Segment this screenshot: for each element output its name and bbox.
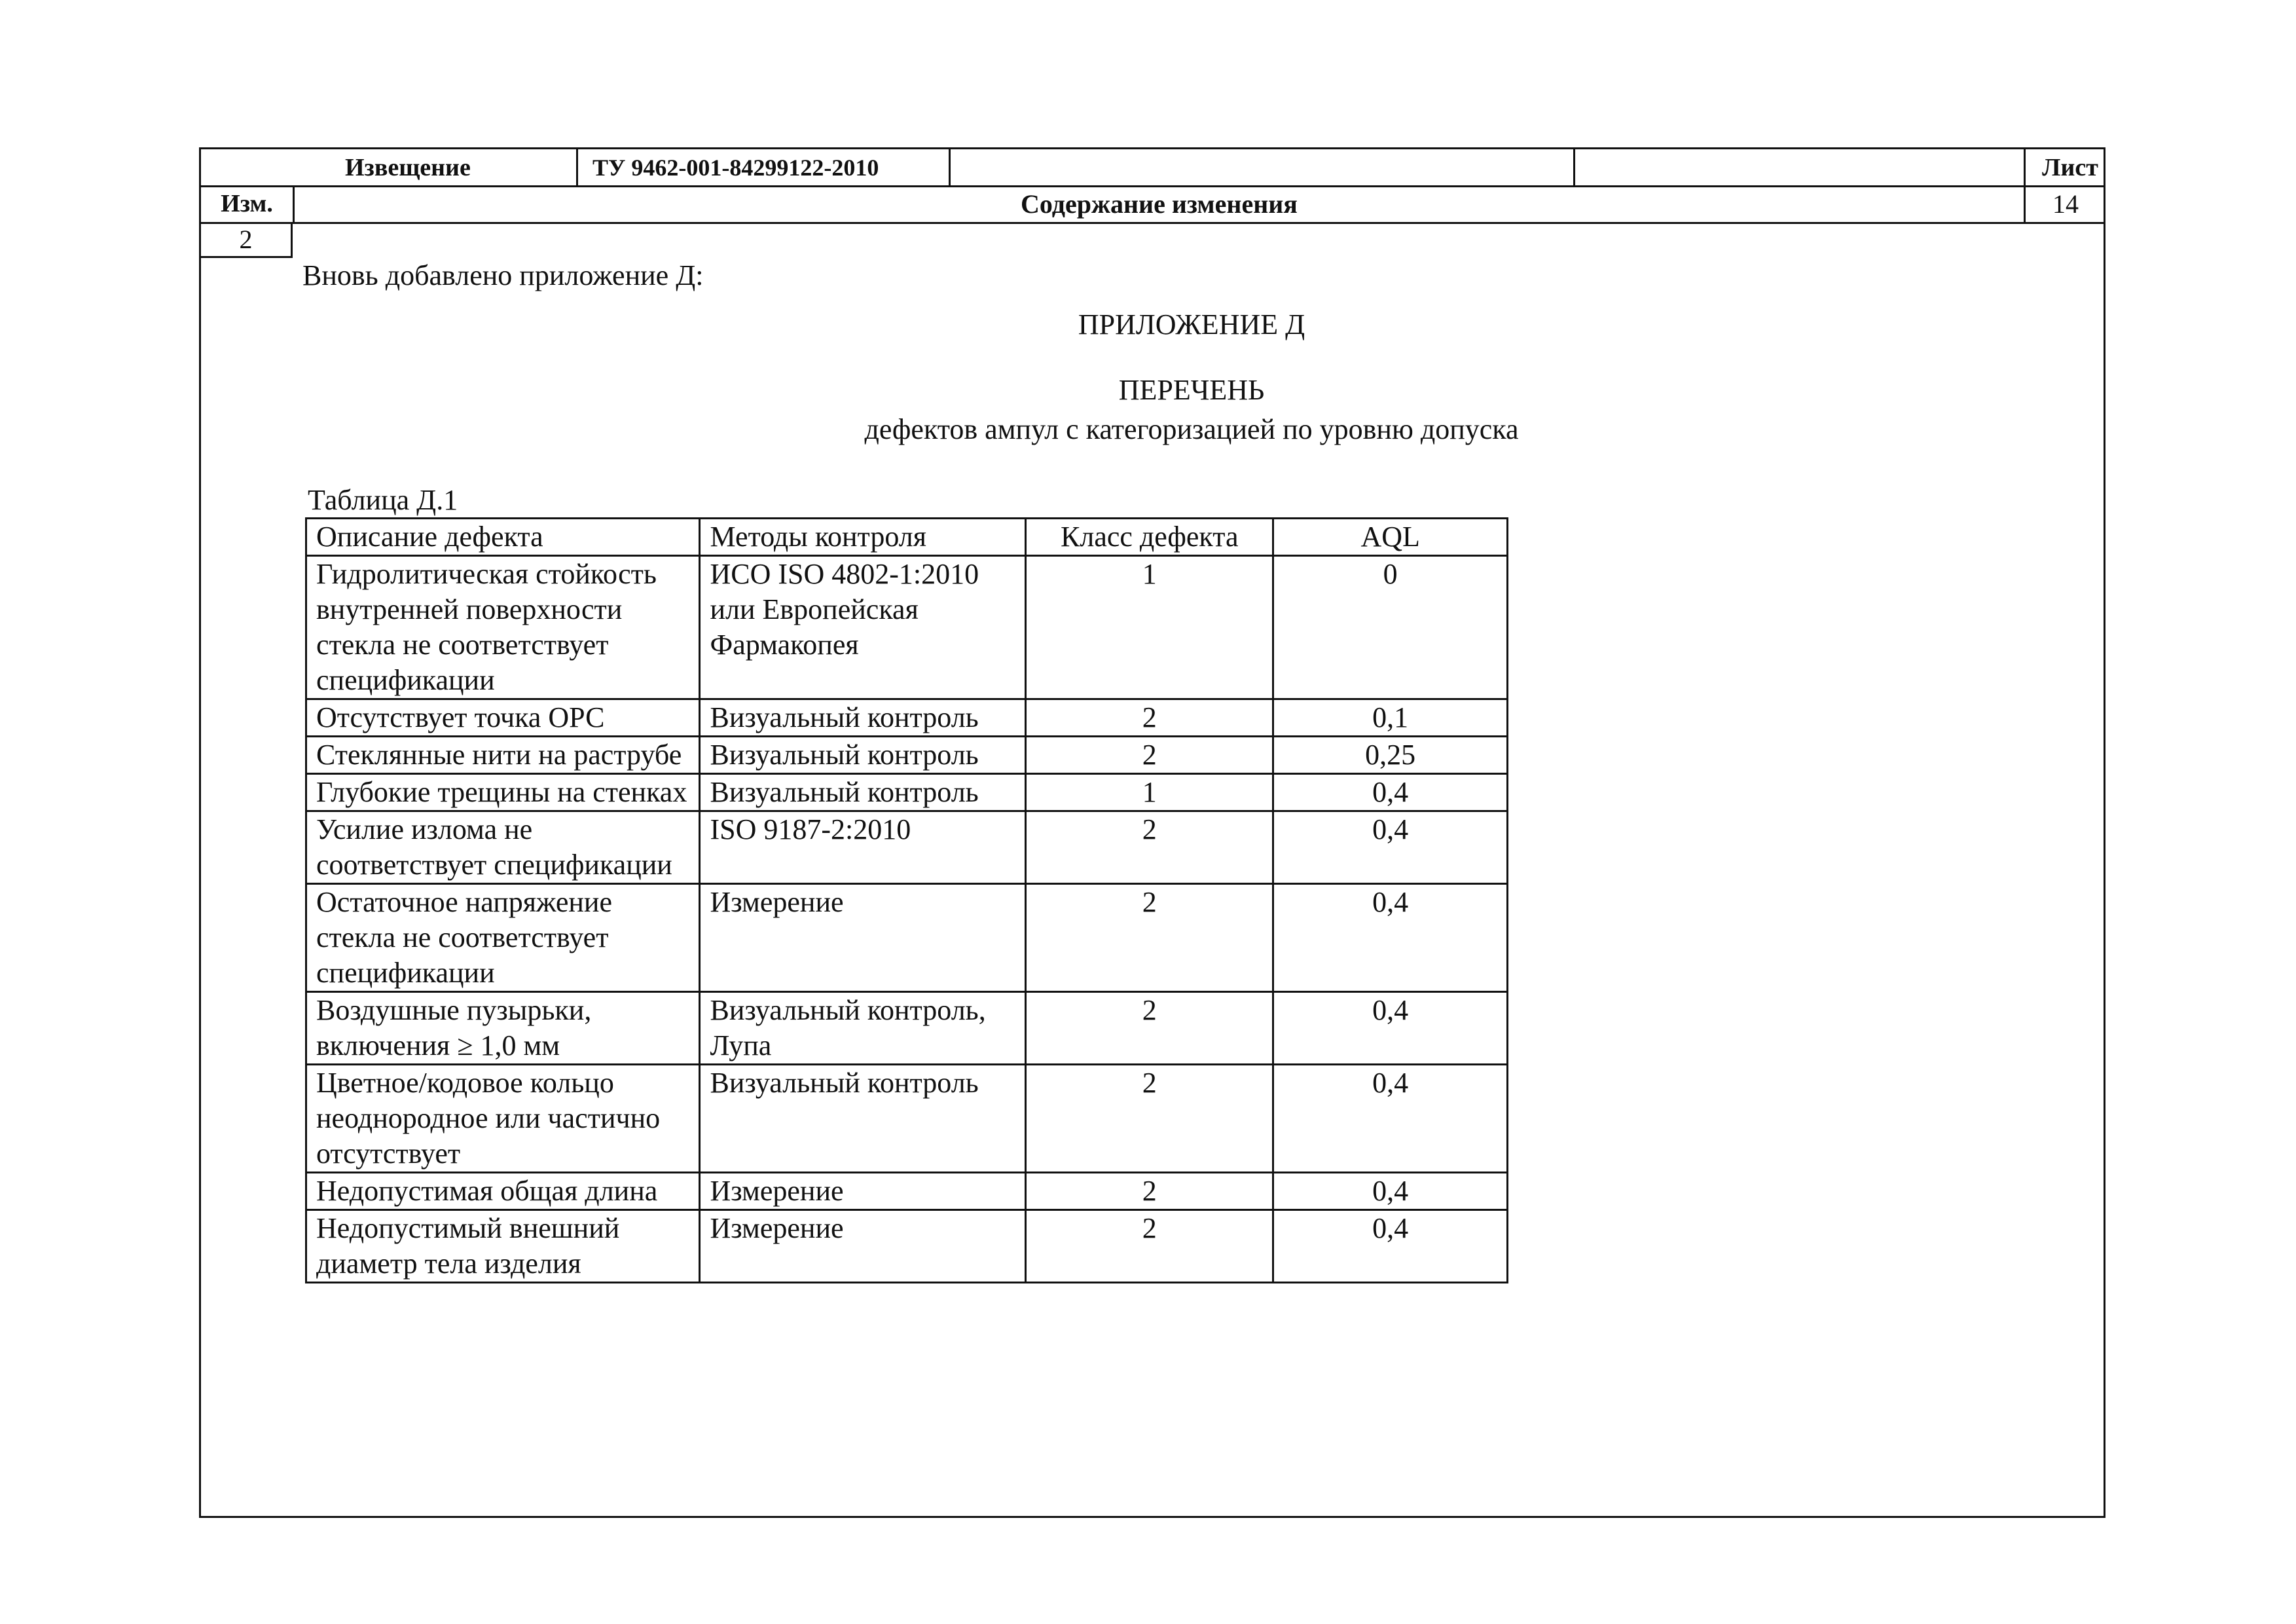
control-method: Измерение [700,1173,1026,1210]
defect-description: Отсутствует точка ОРС [306,699,700,737]
defect-class: 1 [1026,774,1273,811]
list-title: ПЕРЕЧЕНЬ [1118,374,1265,406]
control-method: Визуальный контроль [700,699,1026,737]
defect-class: 2 [1026,1065,1273,1173]
control-method: ISO 9187-2:2010 [700,811,1026,884]
control-method: Визуальный контроль, Лупа [700,992,1026,1065]
divider [949,149,951,185]
divider [2024,149,2026,185]
aql-value: 0,1 [1273,699,1508,737]
notice-label: Извещение [345,153,471,181]
column-header-description: Описание дефекта [306,519,700,556]
control-method: Визуальный контроль [700,774,1026,811]
change-number: 2 [201,222,293,258]
defect-class: 2 [1026,737,1273,774]
defect-description: Цветное/кодовое кольцо неоднородное или частично отсутствует [306,1065,700,1173]
table-row [306,1173,1508,1210]
table-row [306,699,1508,737]
aql-value: 0 [1273,556,1508,699]
intro-text: Вновь добавлено приложение Д: [302,259,704,291]
control-method: Визуальный контроль [700,1065,1026,1173]
table-row [306,1210,1508,1283]
table-row [306,556,1508,699]
header-row-change [201,185,2104,224]
column-header-methods: Методы контроля [700,519,1026,556]
defect-description: Усилие излома не соответствует спецификации [306,811,700,884]
table-row [306,992,1508,1065]
change-label: Изм. [221,190,273,217]
table-row [306,811,1508,884]
table-row [306,737,1508,774]
table-row [306,1065,1508,1173]
defect-class: 2 [1026,1210,1273,1283]
aql-value: 0,4 [1273,811,1508,884]
aql-value: 0,25 [1273,737,1508,774]
defect-description: Стеклянные нити на раструбе [306,737,700,774]
defect-class: 2 [1026,1173,1273,1210]
table-caption: Таблица Д.1 [308,484,458,516]
defect-description: Гидролитическая стойкость внутренней поверхности стекла не соответствует спецификации [306,556,700,699]
column-header-class: Класс дефекта [1026,519,1273,556]
control-method: Измерение [700,1210,1026,1283]
sheet-number: 14 [2052,189,2079,219]
defect-class: 2 [1026,992,1273,1065]
sheet-label: Лист [2042,153,2098,181]
defect-description: Остаточное напряжение стекла не соответствует спецификации [306,884,700,992]
defects-table [305,517,1508,1283]
aql-value: 0,4 [1273,884,1508,992]
control-method: ИСО ISO 4802-1:2010 или Европейская Фармакопея [700,556,1026,699]
defect-class: 2 [1026,884,1273,992]
aql-value: 0,4 [1273,992,1508,1065]
table-row [306,774,1508,811]
document-number: ТУ 9462-001-84299122-2010 [592,154,879,181]
change-content-label: Содержание изменения [1021,189,1298,219]
aql-value: 0,4 [1273,1173,1508,1210]
table-header-row [306,519,1508,556]
divider [576,149,578,185]
aql-value: 0,4 [1273,1065,1508,1173]
divider [1573,149,1575,185]
defect-class: 2 [1026,699,1273,737]
header-row-notice [201,149,2104,187]
defect-class: 2 [1026,811,1273,884]
aql-value: 0,4 [1273,1210,1508,1283]
aql-value: 0,4 [1273,774,1508,811]
control-method: Измерение [700,884,1026,992]
defect-description: Недопустимый внешний диаметр тела изделия [306,1210,700,1283]
appendix-title: ПРИЛОЖЕНИЕ Д [1078,308,1305,341]
defect-description: Воздушные пузырьки, включения ≥ 1,0 мм [306,992,700,1065]
list-subtitle: дефектов ампул с категоризацией по уровню допуска [864,413,1519,445]
defect-description: Недопустимая общая длина [306,1173,700,1210]
defect-description: Глубокие трещины на стенках [306,774,700,811]
defect-class: 1 [1026,556,1273,699]
control-method: Визуальный контроль [700,737,1026,774]
column-header-aql: AQL [1273,519,1508,556]
table-row [306,884,1508,992]
